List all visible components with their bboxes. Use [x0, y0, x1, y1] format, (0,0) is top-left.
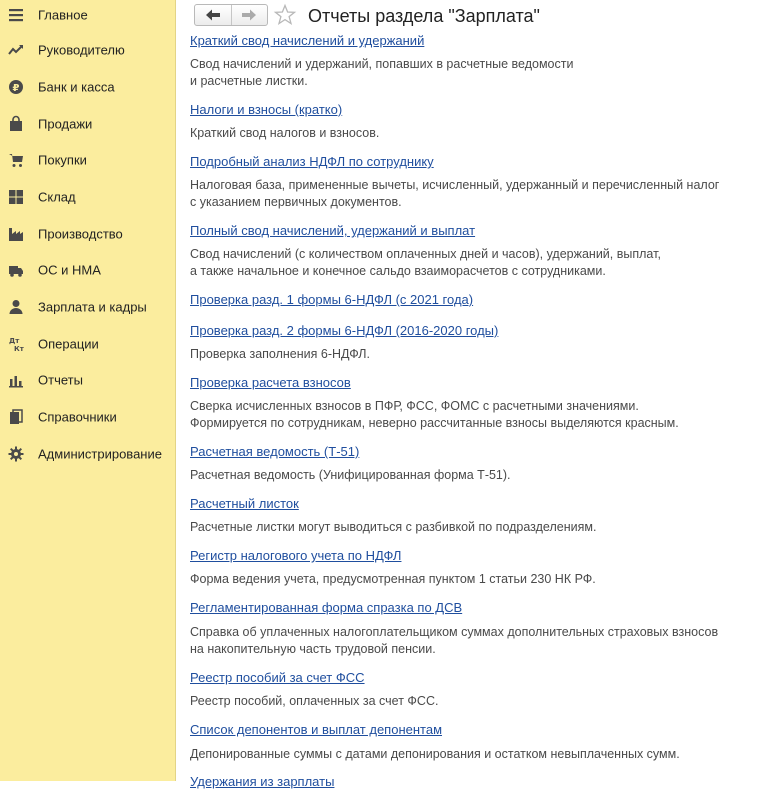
- sidebar-item-label: Покупки: [38, 152, 87, 168]
- sidebar-item-bank[interactable]: [0, 72, 176, 102]
- sidebar-item-label: Банк и касса: [38, 79, 115, 95]
- sidebar-item-label: Отчеты: [38, 372, 83, 388]
- gear-icon: [8, 446, 24, 462]
- sidebar-item-label: Продажи: [38, 116, 93, 132]
- report-link[interactable]: Подробный анализ НДФЛ по сотруднику: [190, 154, 434, 169]
- star-icon: [274, 4, 296, 26]
- warehouse-icon: [8, 189, 24, 205]
- sidebar-item-main[interactable]: [0, 0, 176, 30]
- sidebar-item-label: Операции: [38, 336, 99, 352]
- report-link[interactable]: Список депонентов и выплат депонентам: [190, 722, 443, 737]
- report-link[interactable]: Налоги и взносы (кратко): [190, 102, 343, 117]
- report-link[interactable]: Проверка расчета взносов: [190, 375, 351, 390]
- back-button[interactable]: [195, 5, 231, 25]
- report-link[interactable]: Проверка разд. 2 формы 6-НДФЛ (2016-2020 годы): [190, 323, 499, 338]
- sidebar-item-label: Главное: [38, 7, 88, 23]
- sidebar-item-fixed-assets[interactable]: [0, 255, 176, 285]
- favorite-star-button[interactable]: [274, 4, 296, 26]
- sidebar-item-purchases[interactable]: [0, 145, 176, 175]
- person-icon: [8, 299, 24, 315]
- svg-text:Кт: Кт: [14, 345, 24, 353]
- sidebar-item-label: Производство: [38, 226, 123, 242]
- reports-list: [176, 33, 782, 789]
- report-description: Сверка исчисленных взносов в ПФР, ФСС, ФОМС с расчетными значениями. Формируется по сотрудникам, неверно рассчитанные взносы выделяются красным.: [190, 399, 679, 430]
- report-description: Свод начислений (с количеством оплаченных дней и часов), удержаний, выплат, а также начальное и конечное сальдо взаиморасчетов с сотрудниками.: [190, 247, 661, 278]
- sidebar-item-admin[interactable]: [0, 439, 176, 469]
- sidebar-item-label: ОС и НМА: [38, 262, 101, 278]
- report-link[interactable]: Удержания из зарплаты: [190, 774, 335, 789]
- menu-icon: [8, 7, 24, 23]
- report-description: Депонированные суммы с датами депонирования и остатком невыплаченных сумм.: [190, 747, 680, 761]
- report-description: Расчетные листки могут выводиться с разбивкой по подразделениям.: [190, 520, 597, 534]
- report-link[interactable]: Расчетный листок: [190, 496, 299, 511]
- sidebar-item-label: Администрирование: [38, 446, 162, 462]
- operations-icon: [8, 336, 24, 352]
- sidebar-item-label: Зарплата и кадры: [38, 299, 147, 315]
- arrow-left-icon: [206, 9, 220, 21]
- trend-icon: [8, 42, 24, 58]
- factory-icon: [8, 226, 24, 242]
- report-link[interactable]: Регламентированная форма спразка по ДСВ: [190, 600, 463, 615]
- forward-button[interactable]: [231, 5, 268, 25]
- cart-icon: [8, 152, 24, 168]
- sidebar-item-operations[interactable]: [0, 329, 176, 359]
- page-title: Отчеты раздела "Зарплата": [308, 6, 540, 26]
- sidebar-item-salary[interactable]: [0, 292, 176, 322]
- navigation-buttons: [194, 4, 268, 26]
- ruble-icon: [8, 79, 24, 95]
- report-description: Проверка заполнения 6-НДФЛ.: [190, 347, 370, 361]
- books-icon: [8, 409, 24, 425]
- report-description: Форма ведения учета, предусмотренная пунктом 1 статьи 230 НК РФ.: [190, 572, 596, 586]
- shopping-bag-icon: [8, 116, 24, 132]
- report-description: Краткий свод налогов и взносов.: [190, 126, 380, 140]
- sidebar-item-warehouse[interactable]: [0, 182, 176, 212]
- report-description: Свод начислений и удержаний, попавших в расчетные ведомости и расчетные листки.: [190, 57, 574, 88]
- bar-chart-icon: [8, 372, 24, 388]
- arrow-right-icon: [242, 9, 256, 21]
- sidebar-item-reports[interactable]: [0, 365, 176, 395]
- svg-text:Дт: Дт: [9, 337, 20, 345]
- report-link[interactable]: Проверка разд. 1 формы 6-НДФЛ (с 2021 года): [190, 292, 474, 307]
- sidebar-item-manager[interactable]: [0, 35, 176, 65]
- header: [176, 0, 782, 34]
- report-description: Реестр пособий, оплаченных за счет ФСС.: [190, 694, 439, 708]
- report-link[interactable]: Регистр налогового учета по НДФЛ: [190, 548, 402, 563]
- report-description: Справка об уплаченных налогоплательщиком суммах дополнительных страховых взносов на накопительную часть трудовой пенсии.: [190, 625, 719, 656]
- report-link[interactable]: Полный свод начислений, удержаний и выплат: [190, 223, 476, 238]
- report-link[interactable]: Расчетная ведомость (Т-51): [190, 444, 360, 459]
- sidebar-item-label: Руководителю: [38, 42, 125, 58]
- sidebar-item-label: Склад: [38, 189, 76, 205]
- report-link[interactable]: Реестр пособий за счет ФСС: [190, 670, 365, 685]
- sidebar-item-directories[interactable]: [0, 402, 176, 432]
- sidebar-item-label: Справочники: [38, 409, 117, 425]
- report-description: Налоговая база, примененные вычеты, исчисленный, удержанный и перечисленный налог с указанием первичных документов.: [190, 178, 720, 209]
- report-description: Расчетная ведомость (Унифицированная форма Т-51).: [190, 468, 511, 482]
- svg-text:₽: ₽: [12, 83, 20, 94]
- sidebar-item-production[interactable]: [0, 219, 176, 249]
- report-link[interactable]: Краткий свод начислений и удержаний: [190, 33, 425, 48]
- sidebar-item-sales[interactable]: [0, 109, 176, 139]
- truck-icon: [8, 262, 24, 278]
- sidebar: [0, 0, 176, 781]
